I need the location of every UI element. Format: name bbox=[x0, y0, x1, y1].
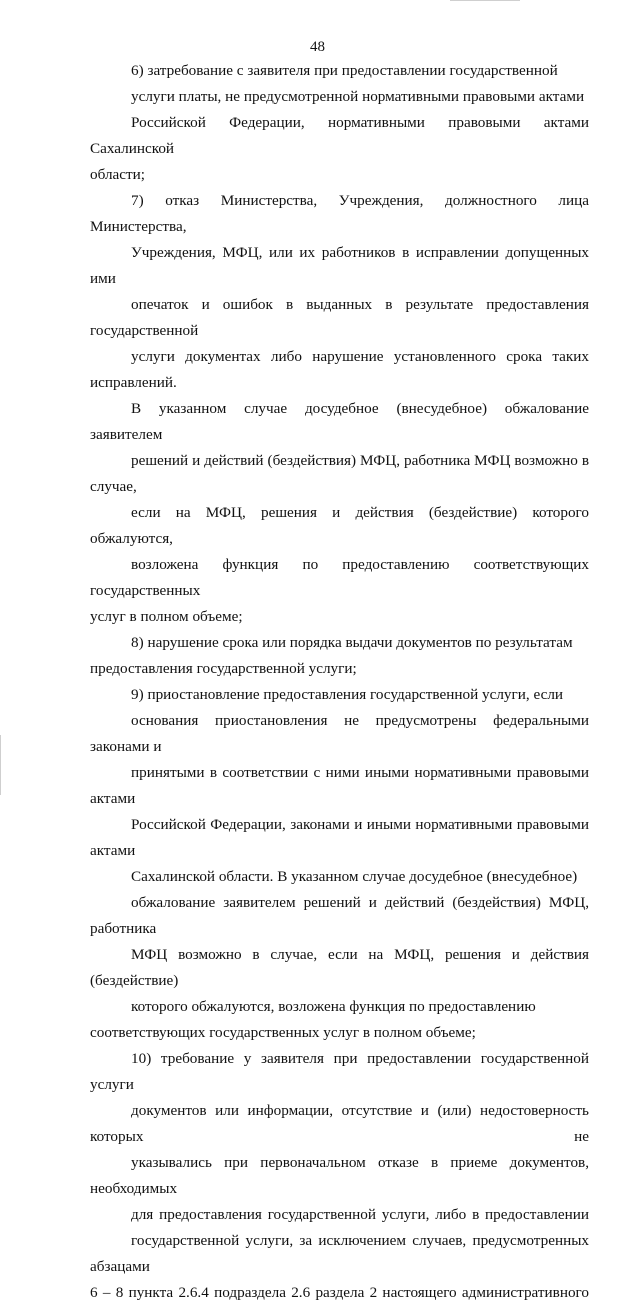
text-line: Российской Федерации, нормативными правовыми актами Сахалинской bbox=[90, 114, 589, 157]
text-line: услуги платы, не предусмотренной нормативными правовыми актами bbox=[131, 88, 585, 105]
paragraph-item-10 bbox=[90, 1046, 589, 1306]
text-line: которого обжалуются, возложена функция по предоставлению bbox=[131, 998, 536, 1015]
text-line: предоставления государственной услуги; bbox=[90, 660, 357, 677]
text-line: услуги документах либо нарушение установленного срока таких исправлений. bbox=[90, 348, 589, 391]
text-line: 6 – 8 пункта 2.6.4 подраздела 2.6 раздела 2 настоящего административного bbox=[90, 1284, 589, 1301]
page-number: 48 bbox=[310, 39, 325, 55]
text-line: документов или информации, отсутствие и (или) недостоверность которых не bbox=[90, 1102, 589, 1145]
text-line: если на МФЦ, решения и действия (бездействие) которого обжалуются, bbox=[90, 504, 589, 547]
text-line: возложена функция по предоставлению соответствующих государственных bbox=[90, 556, 589, 599]
text-line: указывались при первоначальном отказе в приеме документов, необходимых bbox=[90, 1154, 589, 1197]
text-line: 10) требование у заявителя при предоставлении государственной услуги bbox=[90, 1050, 589, 1093]
text-line: государственной услуги, за исключением случаев, предусмотренных абзацами bbox=[90, 1232, 589, 1275]
document-body bbox=[90, 58, 589, 1306]
text-line: 7) отказ Министерства, Учреждения, должностного лица Министерства, bbox=[90, 192, 589, 235]
paragraph-item-6 bbox=[90, 58, 589, 188]
text-line: Сахалинской области. В указанном случае досудебное (внесудебное) bbox=[131, 868, 578, 885]
text-line: МФЦ возможно в случае, если на МФЦ, решения и действия (бездействие) bbox=[90, 946, 589, 989]
text-line: для предоставления государственной услуги, либо в предоставлении bbox=[131, 1206, 589, 1223]
text-line: В указанном случае досудебное (внесудебное) обжалование заявителем bbox=[90, 400, 589, 443]
text-line: Учреждения, МФЦ, или их работников в исправлении допущенных ими bbox=[90, 244, 589, 287]
scan-edge-mark bbox=[0, 735, 1, 795]
text-line: принятыми в соответствии с ними иными нормативными правовыми актами bbox=[90, 764, 589, 807]
text-line: решений и действий (бездействия) МФЦ, работника МФЦ возможно в случае, bbox=[90, 452, 589, 495]
paragraph-item-9 bbox=[90, 682, 589, 1046]
text-line: Российской Федерации, законами и иными нормативными правовыми актами bbox=[90, 816, 589, 859]
text-line: 8) нарушение срока или порядка выдачи документов по результатам bbox=[131, 634, 573, 651]
text-line: соответствующих государственных услуг в полном объеме; bbox=[90, 1024, 476, 1041]
text-line: обжалование заявителем решений и действий (бездействия) МФЦ, работника bbox=[90, 894, 589, 937]
text-line: услуг в полном объеме; bbox=[90, 608, 243, 625]
paragraph-item-8 bbox=[90, 630, 589, 682]
text-line: 6) затребование с заявителя при предоставлении государственной bbox=[131, 62, 558, 79]
text-line: области; bbox=[90, 166, 145, 183]
text-line: 9) приостановление предоставления государственной услуги, если bbox=[131, 686, 564, 703]
text-line: опечаток и ошибок в выданных в результате предоставления государственной bbox=[90, 296, 589, 339]
scan-edge-mark bbox=[450, 0, 520, 1]
paragraph-item-7 bbox=[90, 188, 589, 630]
text-line: основания приостановления не предусмотрены федеральными законами и bbox=[90, 712, 589, 755]
